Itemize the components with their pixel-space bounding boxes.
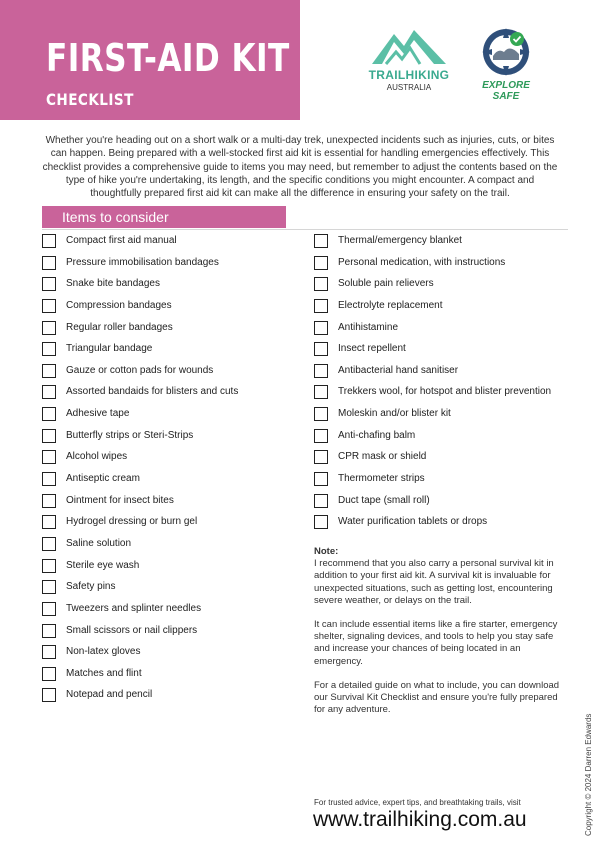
footer-tagline: For trusted advice, expert tips, and breathtaking trails, visit: [314, 798, 521, 807]
checklist-item-label: Alcohol wipes: [66, 451, 128, 463]
checkbox[interactable]: [314, 256, 328, 270]
checklist-item: [42, 535, 292, 557]
checkbox[interactable]: [314, 407, 328, 421]
checklist-item-label: Safety pins: [66, 581, 116, 593]
intro-paragraph: Whether you're heading out on a short walk or a multi-day trek, unexpected incidents such as injuries, cuts, or bites can happen. Being prepared with a well-stocked first aid kit is essential for handling emergencies effectively. This checklist provides a comprehensive guide to items you may need, but remember to adjust the contents based on the type of hike you're undertaking, its length, and the specific conditions you might encounter. A compact and thoughtfully prepared first aid kit can make all the difference in ensuring your safety on the trail.: [42, 135, 558, 200]
checklist-item: [314, 254, 574, 276]
checklist-item: [42, 275, 292, 297]
checklist-item: [42, 686, 292, 708]
checkbox[interactable]: [314, 234, 328, 248]
checklist-item: [42, 319, 292, 341]
note-paragraph-3: For a detailed guide on what to include, you can download our Survival Kit Checklist and ensure you're fully prepared for any adventure.: [314, 679, 560, 716]
checklist-item-label: Antiseptic cream: [66, 473, 140, 485]
checklist-item-label: Triangular bandage: [66, 343, 153, 355]
checkbox[interactable]: [42, 321, 56, 335]
checkbox[interactable]: [42, 472, 56, 486]
checklist-item: [42, 557, 292, 579]
compass-icon: [480, 24, 532, 78]
note-paragraph-1: I recommend that you also carry a personal survival kit in addition to your first aid kit. A survival kit is invaluable for unexpected situations, such as getting lost, encountering severe weather, or delays on the trail.: [314, 558, 554, 606]
checklist-item: [42, 427, 292, 449]
checklist-item-label: Thermal/emergency blanket: [338, 235, 462, 246]
page-subtitle: CHECKLIST: [46, 90, 134, 109]
footer-url-link[interactable]: www.trailhiking.com.au: [313, 808, 527, 831]
checklist-item: [42, 470, 292, 492]
checklist-item-label: Antibacterial hand sanitiser: [338, 364, 459, 376]
checklist-item: [314, 492, 574, 514]
trailhiking-region: AUSTRALIA: [386, 83, 432, 92]
checklist-item-label: Gauze or cotton pads for wounds: [66, 364, 214, 376]
checklist-item: [42, 665, 292, 687]
checklist-item-label: Assorted bandaids for blisters and cuts: [66, 386, 239, 398]
checklist-item-label: Electrolyte replacement: [338, 299, 443, 311]
checklist-item-label: Notepad and pencil: [66, 689, 153, 701]
checklist-item: [42, 600, 292, 622]
checklist-item-label: Thermometer strips: [338, 473, 425, 485]
section-divider: [42, 229, 568, 230]
checklist-left-column: [42, 232, 292, 708]
checkbox[interactable]: [42, 299, 56, 313]
trailhiking-logo: [362, 26, 456, 96]
checkbox[interactable]: [314, 342, 328, 356]
checklist-item: [42, 578, 292, 600]
checklist-item-label: Water purification tablets or drops: [338, 516, 488, 528]
checklist-item-label: CPR mask or shield: [338, 451, 427, 463]
checklist-item: [314, 427, 574, 449]
checklist-item: [42, 362, 292, 384]
checklist-item: [314, 470, 574, 492]
checkbox[interactable]: [42, 494, 56, 508]
checkbox[interactable]: [42, 234, 56, 248]
checklist-item-label: Ointment for insect bites: [66, 494, 174, 506]
checklist-item-label: Soluble pain relievers: [338, 278, 434, 290]
checklist-item-label: Antihistamine: [338, 321, 399, 333]
checklist-item-label: Insect repellent: [338, 343, 406, 355]
checklist-item: [314, 297, 574, 319]
checklist-item: [42, 383, 292, 405]
mountain-icon: [370, 26, 448, 68]
exploresafe-text: EXPLORE SAFE: [482, 80, 530, 102]
checkbox[interactable]: [42, 342, 56, 356]
page-title: FIRST-AID KIT: [46, 36, 290, 80]
checklist-item-label: Hydrogel dressing or burn gel: [66, 516, 198, 528]
checkbox[interactable]: [42, 515, 56, 529]
checklist-item-label: Pressure immobilisation bandages: [66, 256, 219, 268]
checklist-item-label: Tweezers and splinter needles: [66, 602, 202, 614]
checklist-item: [42, 254, 292, 276]
checkbox[interactable]: [314, 450, 328, 464]
checkbox[interactable]: [314, 385, 328, 399]
checklist-item: [314, 448, 574, 470]
checkbox[interactable]: [314, 299, 328, 313]
checkbox[interactable]: [42, 256, 56, 270]
checkbox[interactable]: [314, 515, 328, 529]
copyright-notice: Copyright © 2024 Darren Edwards: [584, 713, 593, 836]
checklist-item: [42, 513, 292, 535]
checkbox[interactable]: [42, 688, 56, 702]
checklist-item: [314, 232, 574, 254]
checklist-item: [314, 340, 574, 362]
checkbox[interactable]: [42, 450, 56, 464]
checkbox[interactable]: [42, 580, 56, 594]
exploresafe-logo: [474, 24, 538, 102]
checklist-item-label: Small scissors or nail clippers: [66, 624, 198, 636]
checkbox[interactable]: [42, 645, 56, 659]
checklist-item: [42, 622, 292, 644]
checkbox[interactable]: [42, 364, 56, 378]
checklist-item: [314, 319, 574, 341]
checklist-item-label: Moleskin and/or blister kit: [338, 408, 451, 420]
checklist-item: [42, 448, 292, 470]
checklist-item-label: Sterile eye wash: [66, 559, 140, 571]
checkbox[interactable]: [42, 537, 56, 551]
checkbox[interactable]: [314, 429, 328, 443]
checkbox[interactable]: [42, 624, 56, 638]
checklist-item: [42, 405, 292, 427]
checklist-item: [42, 297, 292, 319]
checklist-item: [42, 340, 292, 362]
checklist-item: [42, 643, 292, 665]
checklist-item: [314, 513, 574, 535]
checkbox[interactable]: [42, 667, 56, 681]
checkbox[interactable]: [42, 277, 56, 291]
checklist-item-label: Duct tape (small roll): [338, 494, 430, 506]
checklist-item-label: Personal medication, with instructions: [338, 256, 506, 268]
checklist-item-label: Non-latex gloves: [66, 646, 141, 658]
checklist-item-label: Snake bite bandages: [66, 278, 160, 290]
checkbox[interactable]: [42, 407, 56, 421]
checklist-item-label: Adhesive tape: [66, 408, 130, 420]
checklist-item-label: Compression bandages: [66, 299, 172, 311]
note-title: Note:: [314, 546, 339, 557]
note-paragraph-2: It can include essential items like a fire starter, emergency shelter, signaling devices, and tools to help you stay safe and increase your chances of being located in an emergency.: [314, 619, 558, 667]
header-band: [0, 0, 300, 120]
checkbox[interactable]: [42, 559, 56, 573]
checkbox[interactable]: [314, 472, 328, 486]
trailhiking-brand: TRAILHIKING: [368, 68, 450, 82]
section-header: Items to consider: [42, 206, 286, 228]
checkbox[interactable]: [314, 277, 328, 291]
checkbox[interactable]: [314, 364, 328, 378]
checklist-item: [314, 275, 574, 297]
checklist-item-label: Saline solution: [66, 537, 132, 549]
checklist-item: [42, 232, 292, 254]
checkbox[interactable]: [42, 385, 56, 399]
checklist-item-label: Regular roller bandages: [66, 321, 173, 333]
checkbox[interactable]: [314, 321, 328, 335]
checkbox[interactable]: [314, 494, 328, 508]
note-section: [314, 546, 564, 728]
checklist-item-label: Compact first aid manual: [66, 235, 177, 246]
checklist-item-label: Trekkers wool, for hotspot and blister prevention: [338, 386, 552, 398]
checklist-right-column: [314, 232, 574, 535]
checklist-item: [314, 405, 574, 427]
checklist-item: [42, 492, 292, 514]
checkbox[interactable]: [42, 429, 56, 443]
checklist-item-label: Matches and flint: [66, 667, 142, 679]
checklist-item: [314, 362, 574, 384]
checklist-item: [314, 383, 574, 405]
checkbox[interactable]: [42, 602, 56, 616]
checklist-item-label: Butterfly strips or Steri-Strips: [66, 429, 194, 441]
checklist-item-label: Anti-chafing balm: [338, 429, 416, 441]
